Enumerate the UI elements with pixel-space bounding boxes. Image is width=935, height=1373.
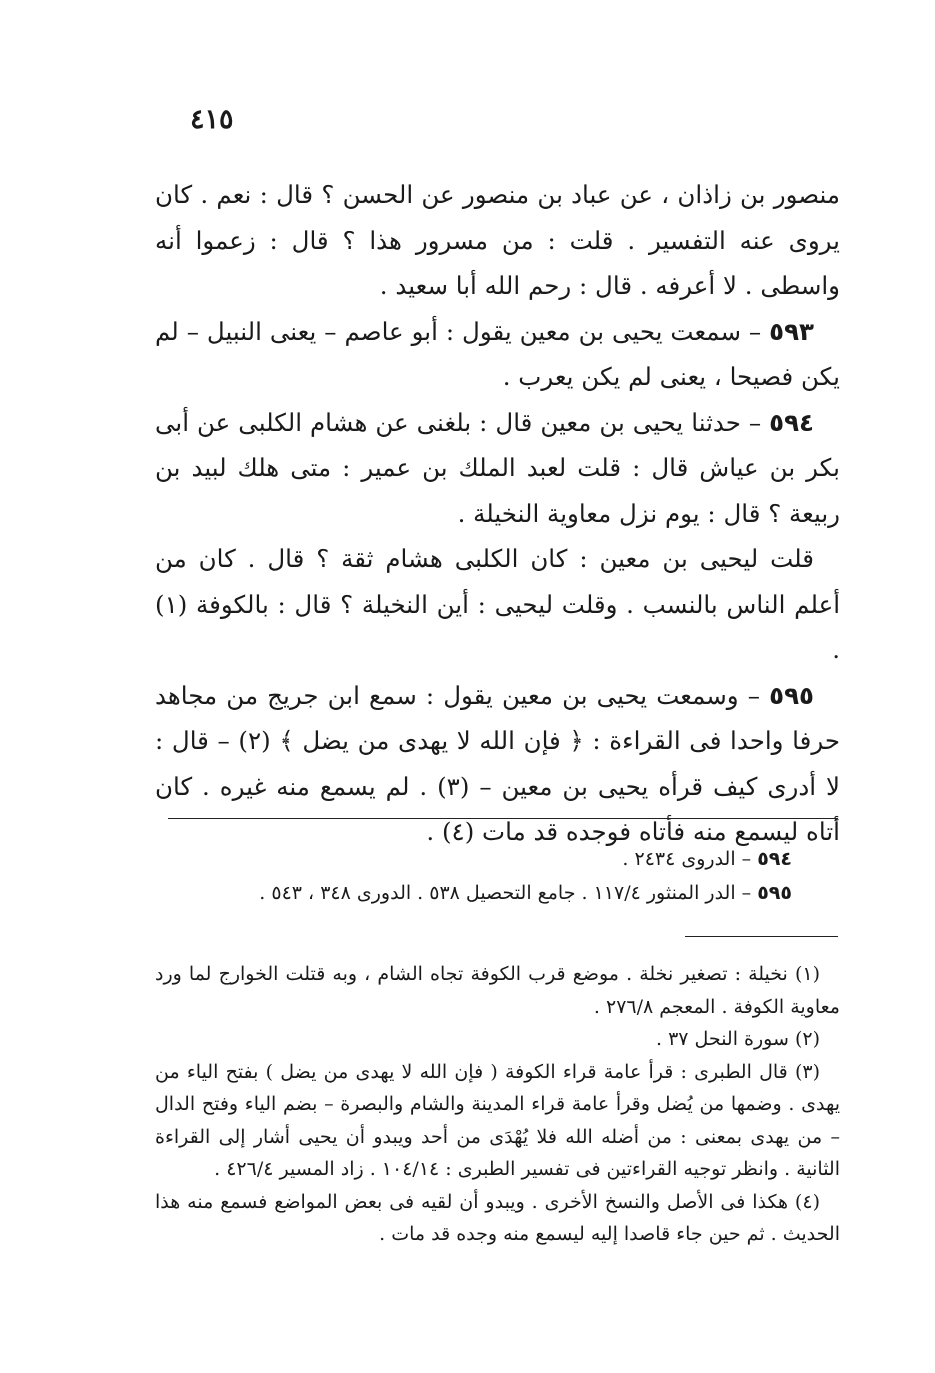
source-entry <box>155 842 840 876</box>
source-number: ٥٩٥ <box>757 882 792 904</box>
paragraph-text: – سمعت يحيى بن معين يقول : أبو عاصم – يعنى النبيل – لم يكن فصيحا ، يعنى لم يكن يعرب . <box>155 316 840 391</box>
footnote-1: (١) نخيلة : تصغير نخلة . موضع قرب الكوفة تجاه الشام ، وبه قتلت الخوارج لما ورد معاوية الكوفة . المعجم ٢٧٦/٨ . <box>155 963 840 1018</box>
footnote-2: (٢) سورة النحل ٣٧ . <box>655 1028 820 1050</box>
paragraph-594 <box>155 400 840 537</box>
page-number: ٤١٥ <box>190 104 234 135</box>
footnote-3: (٣) قال الطبرى : قرأ عامة قراء الكوفة ( فإن الله لا يهدى من يضل ) بفتح الياء من يهدى . وضمها من يُضل وقرأ عامة قراء المدينة والشام والبصرة – بضم الياء وفتح الدال – من يهدى بمعنى : من أضله الله فلا يُهْدَى من أحد ويبدو أن يحيى أشار إلى القراءة الثانية . وانظر توجيه القراءتين فى تفسير الطبرى : ١٠٤/١٤ . زاد المسير ٤٢٦/٤ . <box>155 1060 840 1180</box>
paragraph-595 <box>155 673 840 855</box>
narration-number: ٥٩٤ <box>769 407 814 437</box>
paragraph-594-continued: قلت ليحيى بن معين : كان الكلبى هشام ثقة ؟ قال . كان من أعلم الناس بالنسب . وقلت ليحيى : أين النخيلة ؟ قال : بالكوفة (١) . <box>155 544 840 664</box>
narration-number: ٥٩٥ <box>769 680 814 710</box>
paragraph-593 <box>155 309 840 400</box>
narration-number: ٥٩٣ <box>769 316 814 346</box>
main-text <box>155 172 840 855</box>
sources-section <box>155 842 840 910</box>
paragraph-1: منصور بن زاذان ، عن عباد بن منصور عن الحسن ؟ قال : نعم . كان يروى عنه التفسير . قلت : من مسرور هذا ؟ قال : زعموا أنه واسطى . لا أعرفه . قال : رحم الله أبا سعيد . <box>155 180 840 300</box>
footnotes-section <box>155 958 840 1251</box>
paragraph-text: – وسمعت يحيى بن معين يقول : سمع ابن جريج من مجاهد حرفا واحدا فى القراءة : ﴿ فإن الله لا يهدى من يضل ﴾ (٢) – قال : لا أدرى كيف قرأه يحيى بن معين – (٣) . لم يسمع منه غيره . كان أتاه ليسمع منه فأتاه فوجده قد مات (٤) . <box>155 680 840 846</box>
source-text: – الدروى ٢٤٣٤ . <box>622 848 758 870</box>
footnote-separator <box>685 936 838 937</box>
separator-line <box>168 818 838 819</box>
source-text: – الدر المنثور ١١٧/٤ . جامع التحصيل ٥٣٨ . الدورى ٣٤٨ ، ٥٤٣ . <box>259 882 758 904</box>
paragraph-text: – حدثنا يحيى بن معين قال : بلغنى عن هشام الكلبى عن أبى بكر بن عياش قال : قلت لعبد الملك بن عمير : متى هلك لبيد بن ربيعة ؟ قال : يوم نزل معاوية النخيلة . <box>155 407 840 528</box>
source-entry <box>155 876 840 910</box>
footnote-4: (٤) هكذا فى الأصل والنسخ الأخرى . ويبدو أن لقيه فى بعض المواضع فسمع منه هذا الحديث . ثم حين جاء قاصدا إليه ليسمع منه وجده قد مات . <box>155 1190 840 1245</box>
source-number: ٥٩٤ <box>757 848 792 870</box>
